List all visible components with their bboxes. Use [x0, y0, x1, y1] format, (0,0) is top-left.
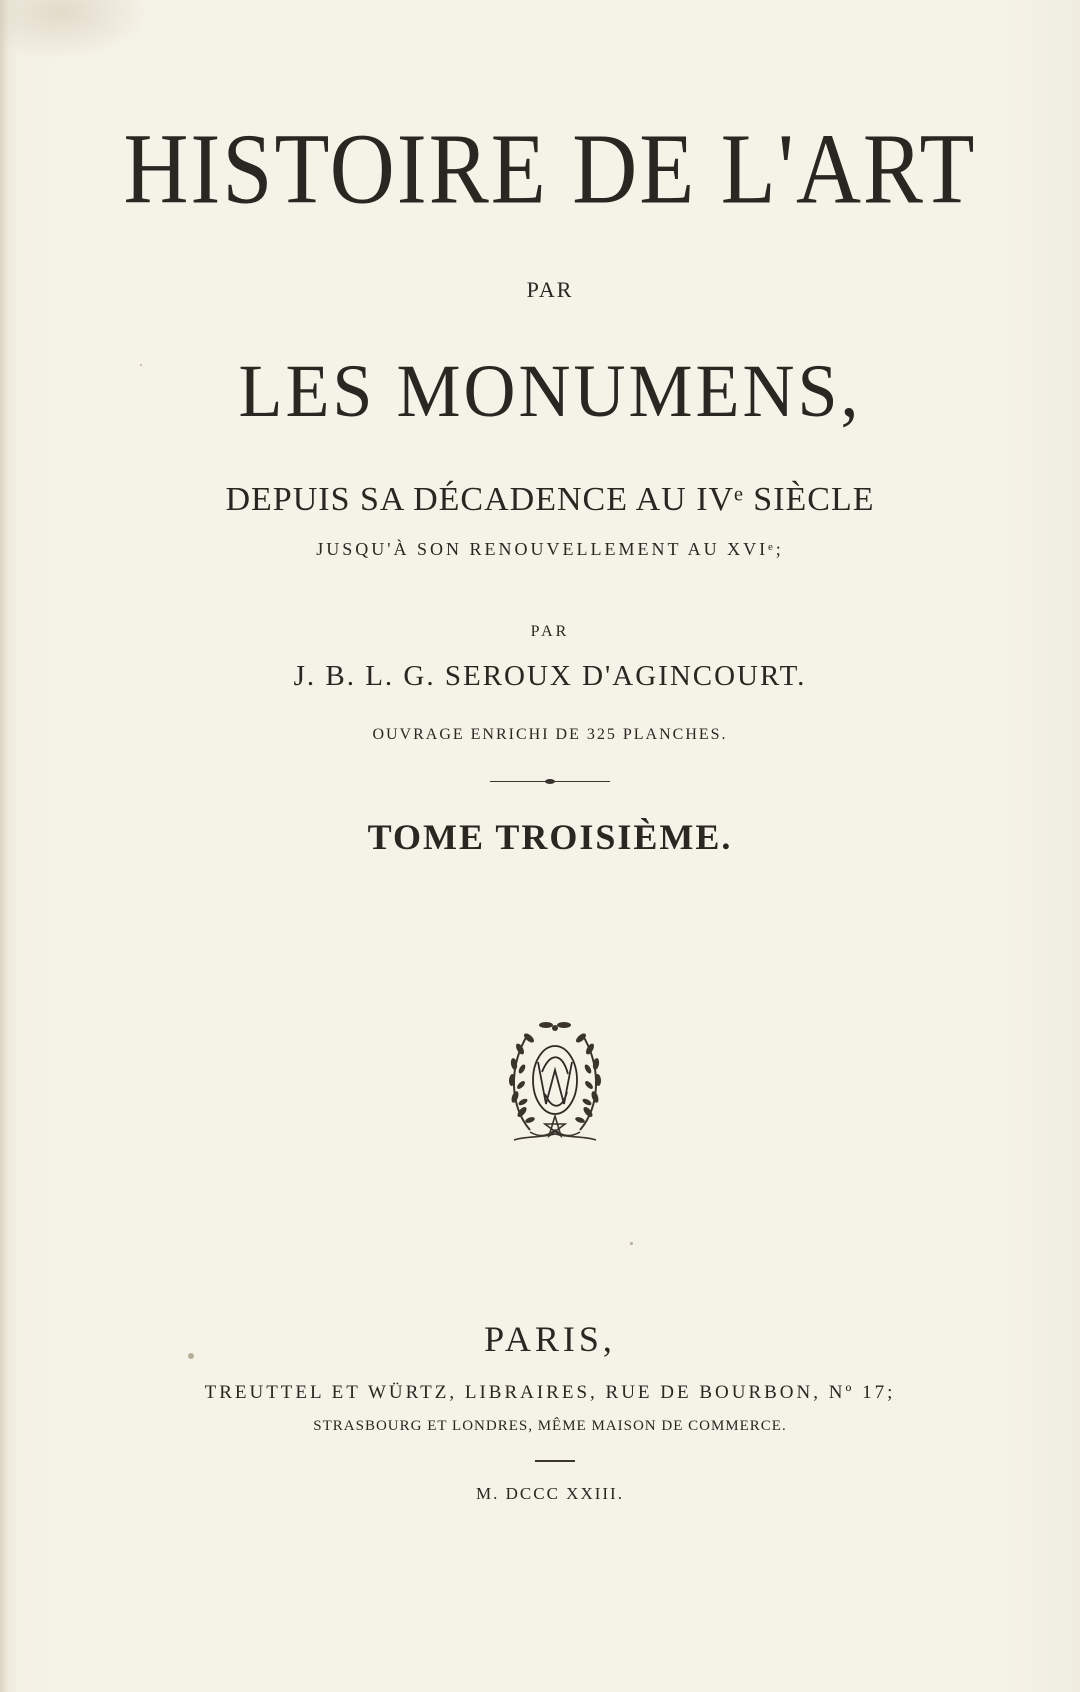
imprint-city: PARIS,: [484, 1319, 616, 1359]
spine-edge: [0, 0, 8, 1692]
plates-note: OUVRAGE ENRICHI DE 325 PLANCHES.: [372, 726, 728, 743]
paper-fleck: [630, 1242, 633, 1245]
subtitle-line-depuis: DEPUIS SA DÉCADENCE AU IVᵉ SIÈCLE: [225, 481, 875, 518]
paper-fleck: [140, 364, 142, 366]
laurel-wreath-monogram-icon: [500, 1012, 610, 1152]
paper-stain: [0, 0, 150, 60]
volume-label: TOME TROISIÈME.: [367, 817, 733, 857]
publication-date: M. DCCC XXIII.: [476, 1484, 624, 1503]
book-subtitle: LES MONUMENS,: [238, 348, 862, 433]
imprint-branches: STRASBOURG ET LONDRES, MÊME MAISON DE COMMERCE.: [313, 1418, 787, 1434]
paper-fleck: [188, 1353, 194, 1359]
book-title: HISTOIRE DE L'ART: [123, 114, 977, 225]
par-label-1: PAR: [526, 277, 574, 302]
subtitle-line-jusqu: JUSQU'À SON RENOUVELLEMENT AU XVIᵉ;: [316, 539, 784, 559]
author-name: J. B. L. G. SEROUX D'AGINCOURT.: [293, 660, 807, 692]
imprint-publisher: TREUTTEL ET WÜRTZ, LIBRAIRES, RUE DE BOURBON, Nº 17;: [204, 1382, 896, 1403]
par-label-2: PAR: [530, 623, 570, 640]
